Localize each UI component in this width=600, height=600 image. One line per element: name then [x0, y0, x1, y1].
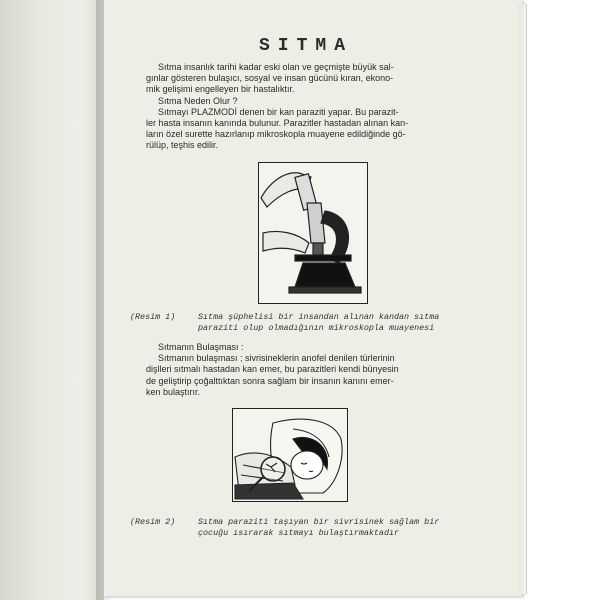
intro-line: gınlar gösteren bulaşıcı, sosyal ve insan gücünü kıran, ekono- [146, 73, 394, 84]
transmission-line: dişlleri sıtmalı hastadan kan emer, bu parazitleri kendi bünyesin [146, 364, 399, 375]
figure-microscope [258, 162, 368, 304]
cause-line: Sıtmayı PLAZMODİ denen bir kan paraziti yapar. Bu parazit- [158, 106, 399, 117]
figure1-caption-line: paraziti olup olmadığının mikroskopla muayenesi [198, 323, 435, 333]
intro-line: mik gelişimi engelleyen bir hastalıktır. [146, 84, 295, 95]
microscope-illustration-icon [259, 163, 367, 303]
cause-line: rülüp, teşhis edilir. [146, 140, 219, 151]
cause-line: ların özel surette hazırlanıp mikroskopla muayene edildiğinde gö- [146, 129, 406, 140]
transmission-line: ken bulaştırır. [146, 386, 201, 397]
figure2-caption-line: çocuğu ısırarak sıtmayı bulaştırmaktadır [198, 528, 400, 538]
figure2-caption [130, 517, 505, 539]
figure2-caption-line: Sıtma paraziti taşıyan bir sivrisinek sağlam bir [198, 517, 440, 527]
transmission-line: Sıtmanın bulaşması ; sivrisineklerin anofel denilen türlerinin [158, 353, 395, 364]
page-title: SITMA [258, 36, 353, 56]
page-edge [518, 4, 527, 594]
intro-line: Sıtma insanlık tarihi kadar eski olan ve geçmişte büyük sal- [158, 62, 394, 72]
question-heading: Sıtma Neden Olur ? [158, 95, 238, 106]
sleeping-child-illustration-icon [233, 409, 347, 501]
transmission-line: de geliştirip çoğalttıktan sonra sağlam bir insanın kanını emer- [146, 375, 394, 386]
figure1-label: (Resim 1) [130, 312, 176, 322]
figure1-caption [130, 312, 505, 334]
cause-line: ler hasta insanın kanında bulunur. Parazitler hastadan alınan kan- [146, 118, 409, 129]
left-page [0, 0, 104, 600]
intro-paragraph [146, 62, 496, 152]
figure1-caption-line: Sıtma şüphelisi bir insandan alınan kandan sıtma [198, 312, 440, 322]
transmission-section [146, 342, 496, 398]
section-heading: Sıtmanın Bulaşması : [158, 342, 244, 352]
figure2-label: (Resim 2) [130, 517, 176, 527]
figure-sleeping-child [232, 408, 348, 502]
